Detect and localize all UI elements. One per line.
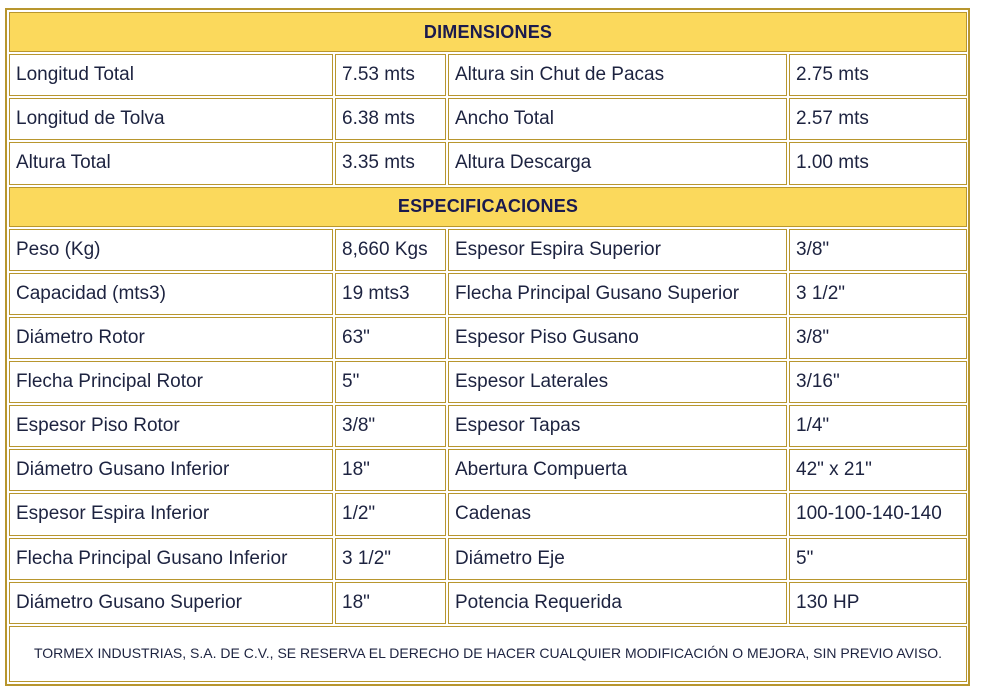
dimensiones-table-row bbox=[9, 98, 967, 140]
especificaciones-label-cell: Espesor Laterales bbox=[448, 361, 787, 403]
dimensiones-header-row bbox=[9, 12, 967, 52]
especificaciones-value-cell: 1/4" bbox=[789, 405, 967, 447]
disclaimer-note: TORMEX INDUSTRIAS, S.A. DE C.V., SE RESERVA EL DERECHO DE HACER CUALQUIER MODIFICACIÓN O MEJORA, SIN PREVIO AVISO. bbox=[9, 626, 967, 682]
especificaciones-value-cell: 1/2" bbox=[335, 493, 446, 535]
especificaciones-header-row bbox=[9, 187, 967, 227]
especificaciones-value-cell: 63" bbox=[335, 317, 446, 359]
spec-table-body bbox=[9, 12, 967, 682]
dimensiones-value-cell: 1.00 mts bbox=[789, 142, 967, 184]
especificaciones-value-cell: 3/16" bbox=[789, 361, 967, 403]
especificaciones-value-cell: 130 HP bbox=[789, 582, 967, 624]
dimensiones-label-cell: Longitud de Tolva bbox=[9, 98, 333, 140]
especificaciones-label-cell: Espesor Piso Gusano bbox=[448, 317, 787, 359]
dimensiones-value-cell: 3.35 mts bbox=[335, 142, 446, 184]
spec-table bbox=[7, 10, 969, 684]
especificaciones-label-cell: Diámetro Eje bbox=[448, 538, 787, 580]
especificaciones-section-title: ESPECIFICACIONES bbox=[9, 187, 967, 227]
dimensiones-section-title: DIMENSIONES bbox=[9, 12, 967, 52]
especificaciones-label-cell: Cadenas bbox=[448, 493, 787, 535]
especificaciones-label-cell: Espesor Espira Inferior bbox=[9, 493, 333, 535]
especificaciones-value-cell: 5" bbox=[789, 538, 967, 580]
especificaciones-label-cell: Flecha Principal Gusano Inferior bbox=[9, 538, 333, 580]
especificaciones-label-cell: Espesor Espira Superior bbox=[448, 229, 787, 271]
especificaciones-label-cell: Diámetro Rotor bbox=[9, 317, 333, 359]
especificaciones-value-cell: 3 1/2" bbox=[789, 273, 967, 315]
especificaciones-table-row bbox=[9, 582, 967, 624]
dimensiones-value-cell: 2.57 mts bbox=[789, 98, 967, 140]
especificaciones-label-cell: Diámetro Gusano Superior bbox=[9, 582, 333, 624]
especificaciones-value-cell: 8,660 Kgs bbox=[335, 229, 446, 271]
especificaciones-value-cell: 19 mts3 bbox=[335, 273, 446, 315]
especificaciones-table-row bbox=[9, 493, 967, 535]
spec-table-container bbox=[5, 8, 970, 686]
dimensiones-table-row bbox=[9, 142, 967, 184]
especificaciones-table-row bbox=[9, 317, 967, 359]
especificaciones-label-cell: Potencia Requerida bbox=[448, 582, 787, 624]
footer-row bbox=[9, 626, 967, 682]
especificaciones-value-cell: 100-100-140-140 bbox=[789, 493, 967, 535]
especificaciones-table-row bbox=[9, 538, 967, 580]
dimensiones-label-cell: Altura sin Chut de Pacas bbox=[448, 54, 787, 96]
especificaciones-table-row bbox=[9, 273, 967, 315]
especificaciones-value-cell: 5" bbox=[335, 361, 446, 403]
especificaciones-label-cell: Capacidad (mts3) bbox=[9, 273, 333, 315]
especificaciones-table-row bbox=[9, 449, 967, 491]
especificaciones-label-cell: Flecha Principal Gusano Superior bbox=[448, 273, 787, 315]
especificaciones-label-cell: Espesor Piso Rotor bbox=[9, 405, 333, 447]
dimensiones-value-cell: 7.53 mts bbox=[335, 54, 446, 96]
dimensiones-label-cell: Longitud Total bbox=[9, 54, 333, 96]
dimensiones-value-cell: 6.38 mts bbox=[335, 98, 446, 140]
dimensiones-table-row bbox=[9, 54, 967, 96]
especificaciones-table-row bbox=[9, 229, 967, 271]
dimensiones-label-cell: Altura Descarga bbox=[448, 142, 787, 184]
especificaciones-value-cell: 3/8" bbox=[335, 405, 446, 447]
dimensiones-label-cell: Altura Total bbox=[9, 142, 333, 184]
especificaciones-value-cell: 42" x 21" bbox=[789, 449, 967, 491]
especificaciones-label-cell: Espesor Tapas bbox=[448, 405, 787, 447]
especificaciones-value-cell: 3/8" bbox=[789, 317, 967, 359]
especificaciones-table-row bbox=[9, 361, 967, 403]
especificaciones-table-row bbox=[9, 405, 967, 447]
especificaciones-value-cell: 3/8" bbox=[789, 229, 967, 271]
dimensiones-label-cell: Ancho Total bbox=[448, 98, 787, 140]
dimensiones-value-cell: 2.75 mts bbox=[789, 54, 967, 96]
especificaciones-value-cell: 18" bbox=[335, 449, 446, 491]
especificaciones-value-cell: 3 1/2" bbox=[335, 538, 446, 580]
especificaciones-label-cell: Diámetro Gusano Inferior bbox=[9, 449, 333, 491]
especificaciones-label-cell: Flecha Principal Rotor bbox=[9, 361, 333, 403]
especificaciones-value-cell: 18" bbox=[335, 582, 446, 624]
especificaciones-label-cell: Peso (Kg) bbox=[9, 229, 333, 271]
especificaciones-label-cell: Abertura Compuerta bbox=[448, 449, 787, 491]
